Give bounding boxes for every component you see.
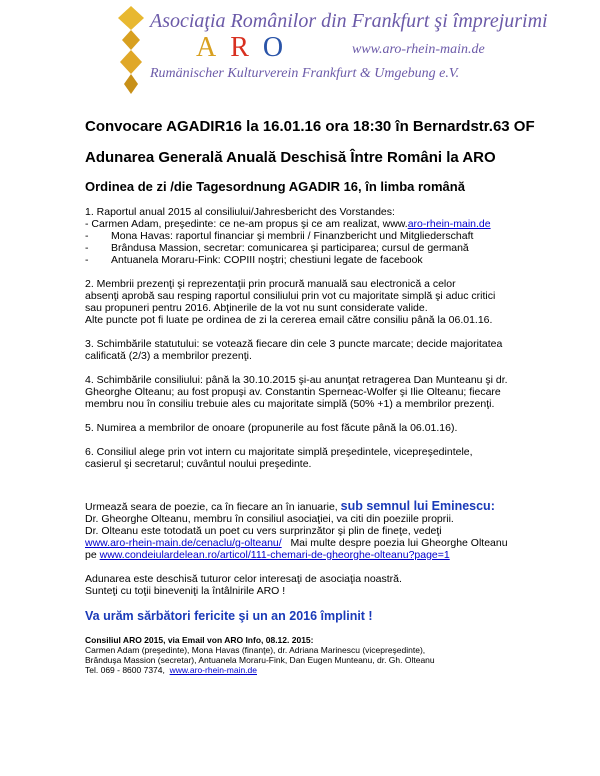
agenda-item-1-sub: - Brândusa Massion, secretar: comunicarea şi participarea; cursul de germană	[85, 242, 585, 254]
aro-letter-r: R	[230, 32, 263, 63]
agenda-item-5	[85, 422, 585, 434]
footer	[85, 635, 585, 675]
aro-website-link[interactable]: aro-rhein-main.de	[407, 218, 491, 230]
poetry-line: Dr. Gheorghe Olteanu, membru în consiliul asociaţiei, va citi din poeziile proprii.	[85, 513, 454, 525]
holiday-greeting: Va urăm sărbători fericite şi un an 2016 împlinit !	[85, 609, 373, 623]
poetry-intro-text: Urmează seara de poezie, ca în fiecare an în ianuarie,	[85, 501, 341, 513]
agenda-item-1-sub: - Antuanela Moraru-Fink: COPIII noştri; chestiuni legate de facebook	[85, 254, 585, 266]
convocation-title: Convocare AGADIR16 la 16.01.16 ora 18:30 în Bernardstr.63 OF	[85, 118, 535, 135]
olteanu-page-link[interactable]: www.aro-rhein-main.de/cenaclu/g-olteanu/	[85, 537, 282, 549]
footer-website-link[interactable]: www.aro-rhein-main.de	[169, 665, 257, 675]
agenda-item-4	[85, 374, 585, 410]
spacer	[85, 482, 585, 500]
agenda-item-2-line: 2. Membrii prezenţi şi reprezentaţii prin procură manuală sau electronică a celor	[85, 278, 456, 290]
poetry-line: Dr. Olteanu este totodată un poet cu vers surprinzător şi plin de fineţe, vedeţi	[85, 525, 442, 537]
letterhead	[0, 0, 600, 100]
footer-line: Carmen Adam (preşedinte), Mona Havas (finanţe), dr. Adriana Marinescu (vicepreşedinte),	[85, 645, 426, 655]
eminescu-highlight: sub semnul lui Eminescu:	[340, 499, 495, 513]
agenda-item-6	[85, 446, 585, 470]
agenda-item-6-line: 6. Consiliul alege prin vot intern cu majoritate simplă preşedintele, vicepreşedintele,	[85, 446, 473, 458]
condeiul-article-link[interactable]: www.condeiulardelean.ro/articol/111-chemari-de-gheorghe-olteanu?page=1	[99, 549, 450, 561]
agenda-item-1-head: 1. Raportul anual 2015 al consiliului/Jahresbericht des Vorstandes:	[85, 206, 395, 218]
poetry-line	[85, 537, 585, 549]
agenda-item-2-line: absenţi aprobă sau resping raportul consiliului prin vot cu majoritate simplă şi aduc critici	[85, 290, 496, 302]
agenda-item-3-line: calificată (2/3) a membrilor prezenţi.	[85, 350, 252, 362]
poetry-line	[85, 500, 585, 513]
aro-letter-a: A	[196, 32, 231, 63]
agenda-item-6-line: casierul şi secretarul; cuvântul noului preşedinte.	[85, 458, 312, 470]
poetry-on-text: pe	[85, 549, 100, 561]
document-body	[85, 118, 585, 675]
letterhead-association-name: Asociaţia Românilor din Frankfurt şi împrejurimi	[150, 10, 548, 32]
agenda-item-5-line: 5. Numirea a membrilor de onoare (propunerile au fost făcute până la 06.01.16).	[85, 422, 458, 434]
footer-phone: Tel. 069 - 8600 7374,	[85, 665, 170, 675]
agenda-item-3	[85, 338, 585, 362]
agenda-item-1-line	[85, 218, 585, 230]
letterhead-aro-wordmark	[196, 32, 297, 64]
agenda-item-4-line: 4. Schimbările consiliului: până la 30.10.2015 şi-au anunţat retragerea Dan Munteanu şi dr.	[85, 374, 508, 386]
assembly-title: Adunarea Generală Anuală Deschisă Între Români la ARO	[85, 149, 496, 166]
open-invitation-line: Adunarea este deschisă tuturor celor interesaţi de asociaţia noastră.	[85, 573, 402, 585]
agenda-item-3-line: 3. Schimbările statutului: se votează fiecare din cele 3 puncte marcate; decide majoritatea	[85, 338, 503, 350]
agenda-item-2	[85, 278, 585, 326]
agenda-title: Ordinea de zi /die Tagesordnung AGADIR 16, în limba română	[85, 179, 465, 194]
letterhead-german-name: Rumänischer Kulturverein Frankfurt & Umgebung e.V.	[150, 66, 460, 81]
agenda-item-4-line: Gheorghe Olteanu; au fost propuşi av. Constantin Sperneac-Wolfer şi Ilie Olteanu; fiecare	[85, 386, 501, 398]
aro-logo-icon	[118, 6, 144, 94]
agenda-item-1	[85, 206, 585, 266]
agenda-item-1-sub: - Mona Havas: raportul financiar şi membrii / Finanzbericht und Mitgliederschaft	[85, 230, 585, 242]
poetry-more-text: Mai multe despre poezia lui Gheorghe Olteanu	[281, 537, 508, 549]
footer-heading: Consiliul ARO 2015, via Email von ARO Info, 08.12. 2015:	[85, 635, 314, 645]
agenda-item-1-line-text: - Carmen Adam, preşedinte: ce ne-am propus şi ce am realizat, www.	[85, 218, 408, 230]
agenda-item-4-line: membru nou în consiliu trebuie ales cu majoritate simplă (50% +1) a membrilor prezenţi.	[85, 398, 495, 410]
open-invitation-line: Sunteţi cu toţii bineveniţi la întâlnirile ARO !	[85, 585, 286, 597]
open-invitation	[85, 573, 585, 597]
poetry-evening	[85, 500, 585, 561]
footer-line	[85, 665, 585, 675]
agenda-item-2-line: sau propuneri pentru 2016. Abţinerile de la vot nu sunt considerate valide.	[85, 302, 428, 314]
agenda-item-2-line: Alte puncte pot fi luate pe ordinea de zi la cererea email către consiliu până la 06.01.16.	[85, 314, 493, 326]
aro-letter-o: O	[262, 32, 298, 63]
letterhead-url: www.aro-rhein-main.de	[352, 42, 485, 57]
poetry-line	[85, 549, 585, 561]
footer-line: Brânduşa Massion (secretar), Antuanela Moraru-Fink, Dan Eugen Munteanu, dr. Gh. Olteanu	[85, 655, 435, 665]
